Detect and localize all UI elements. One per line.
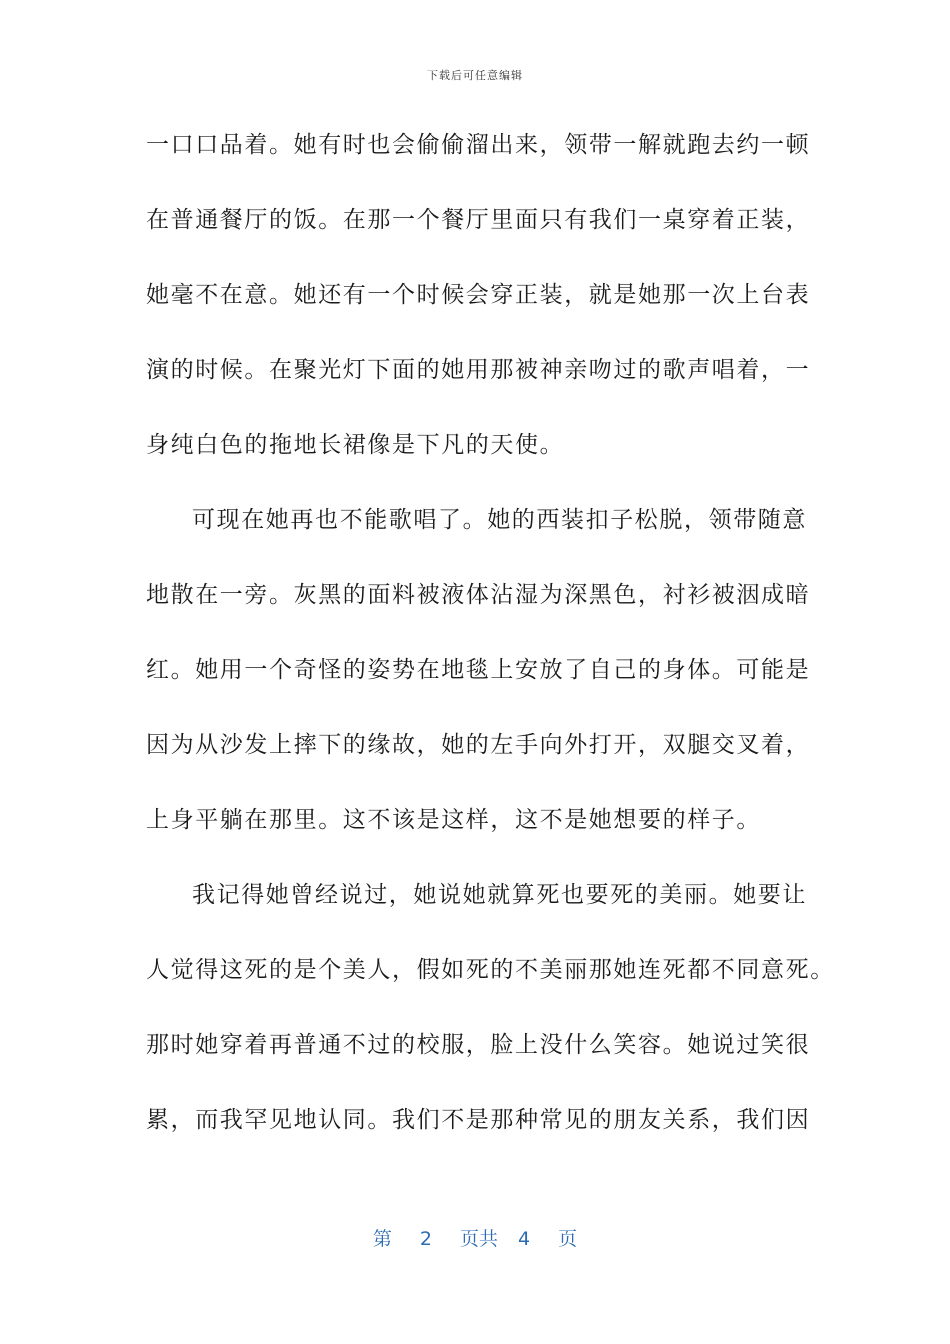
text-line: 演的时候。在聚光灯下面的她用那被神亲吻过的歌声唱着，一 bbox=[146, 357, 811, 383]
footer-suffix: 页 bbox=[558, 1228, 578, 1250]
text-line: 一口口品着。她有时也会偷偷溜出来，领带一解就跑去约一顿 bbox=[146, 132, 811, 158]
text-line: 地散在一旁。灰黑的面料被液体沾湿为深黑色，衬衫被洇成暗 bbox=[146, 582, 811, 608]
text-line: 红。她用一个奇怪的姿势在地毯上安放了自己的身体。可能是 bbox=[146, 657, 811, 683]
text-line: 她毫不在意。她还有一个时候会穿正装，就是她那一次上台表 bbox=[146, 282, 811, 308]
page-number-footer bbox=[0, 1224, 950, 1251]
text-line: 累，而我罕见地认同。我们不是那种常见的朋友关系，我们因 bbox=[146, 1107, 811, 1133]
current-page-number: 2 bbox=[419, 1228, 432, 1250]
footer-middle: 页共 bbox=[459, 1228, 498, 1250]
footer-prefix: 第 bbox=[372, 1228, 392, 1250]
total-page-number: 4 bbox=[518, 1228, 531, 1250]
text-line: 在普通餐厅的饭。在那一个餐厅里面只有我们一桌穿着正装， bbox=[146, 207, 811, 233]
text-line: 人觉得这死的是个美人，假如死的不美丽那她连死都不同意死。 bbox=[146, 957, 835, 983]
page-header-note: 下载后可任意编辑 bbox=[427, 69, 523, 82]
paragraph-start-line: 可现在她再也不能歌唱了。她的西装扣子松脱，领带随意 bbox=[192, 507, 807, 533]
text-line: 上身平躺在那里。这不该是这样，这不是她想要的样子。 bbox=[146, 807, 761, 833]
document-body bbox=[146, 120, 835, 1170]
text-line: 因为从沙发上摔下的缘故，她的左手向外打开，双腿交叉着， bbox=[146, 732, 811, 758]
text-line: 那时她穿着再普通不过的校服，脸上没什么笑容。她说过笑很 bbox=[146, 1032, 811, 1058]
text-line: 身纯白色的拖地长裙像是下凡的天使。 bbox=[146, 432, 565, 458]
paragraph-start-line: 我记得她曾经说过，她说她就算死也要死的美丽。她要让 bbox=[192, 882, 807, 908]
